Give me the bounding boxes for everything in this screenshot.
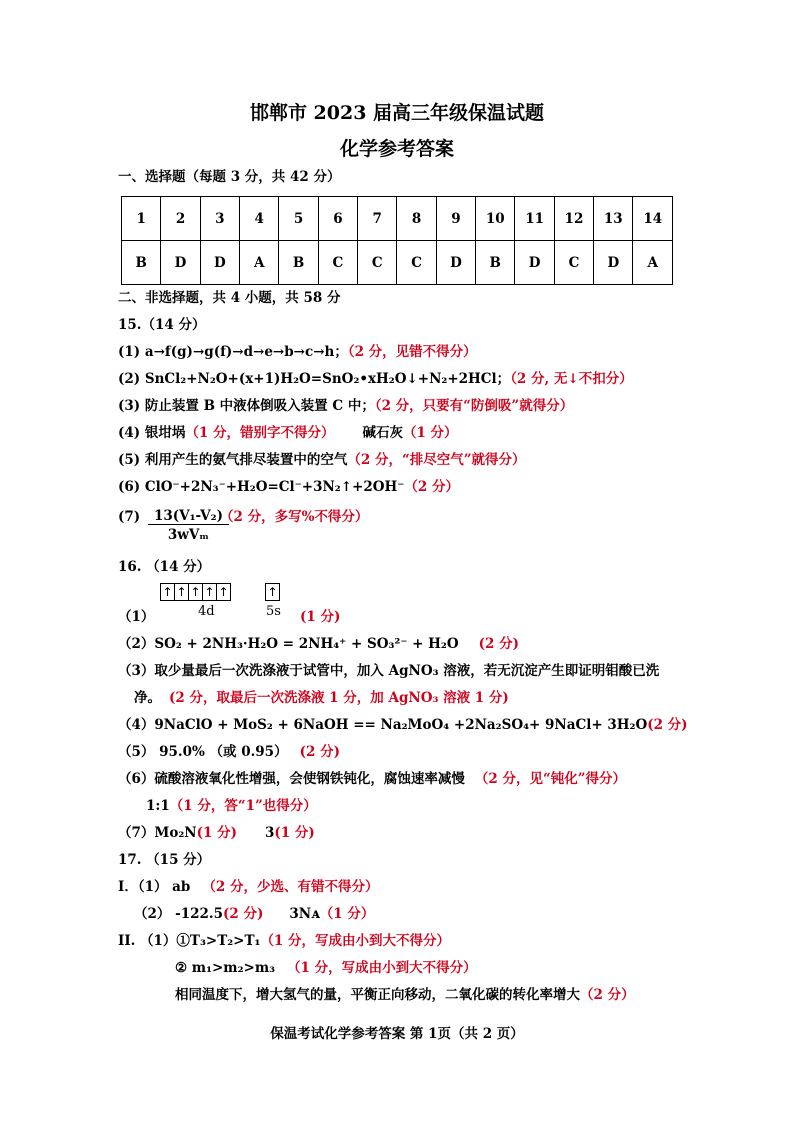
q15-4-score2: （1 分） bbox=[402, 425, 458, 441]
orbital-box: ↑ bbox=[265, 583, 280, 601]
answer-cell: C bbox=[358, 241, 397, 285]
question-number-cell: 2 bbox=[161, 197, 200, 241]
q15-heading: 15.（14 分） bbox=[118, 317, 206, 333]
question-number-cell: 10 bbox=[476, 197, 515, 241]
question-number-cell: 9 bbox=[436, 197, 475, 241]
q16-line7 bbox=[118, 824, 315, 842]
orbital-box: ↑ bbox=[202, 583, 217, 601]
answer-cell: C bbox=[397, 241, 436, 285]
q15-7-label: (7) bbox=[118, 509, 141, 525]
orbital-box: ↑ bbox=[216, 583, 231, 601]
answer-cell: D bbox=[200, 241, 239, 285]
q17-ii2 bbox=[175, 959, 477, 977]
answer-cell: B bbox=[122, 241, 161, 285]
answer-cell: C bbox=[318, 241, 357, 285]
answer-row bbox=[122, 241, 673, 285]
q15-line1 bbox=[118, 343, 477, 361]
q16-line6b bbox=[146, 797, 317, 815]
question-number-cell: 4 bbox=[240, 197, 279, 241]
q15-3-score: （2 分，只要有“防倒吸”就得分） bbox=[374, 398, 574, 414]
answer-cell: A bbox=[633, 241, 673, 285]
q16-7-text2: 3 bbox=[264, 825, 275, 841]
q16-6b-score: （1 分，答“1”也得分） bbox=[169, 798, 317, 814]
fraction-numerator: 13(V₁-V₂) bbox=[148, 508, 229, 525]
answer-cell: C bbox=[554, 241, 593, 285]
q17-heading: 17. （15 分） bbox=[118, 852, 211, 868]
q16-line4 bbox=[118, 716, 688, 734]
orbital-box: ↑ bbox=[174, 583, 189, 601]
q15-3-text: (3) 防止装置 B 中液体倒吸入装置 C 中； bbox=[118, 398, 375, 414]
q15-line3 bbox=[118, 397, 573, 415]
page-title: 邯郸市 2023 届高三年级保温试题 bbox=[249, 102, 545, 124]
q16-7-score: (1 分) bbox=[196, 825, 237, 841]
question-number-row bbox=[122, 197, 673, 241]
q15-2-text: (2) SnCl₂+N₂O+(x+1)H₂O=SnO₂•xH₂O↓+N₂+2HCl； bbox=[118, 371, 511, 387]
q16-line3 bbox=[118, 662, 659, 680]
section1-heading: 一、选择题（每题 3 分，共 42 分） bbox=[118, 169, 341, 185]
q17-i1-score: （2 分，少选、有错不得分） bbox=[202, 879, 379, 895]
q16-3-score: (2 分，取最后一次洗涤液 1 分，加 AgNO₃ 溶液 1 分) bbox=[169, 690, 509, 706]
page-footer: 保温考试化学参考答案 第 1页（共 2 页） bbox=[270, 1026, 524, 1042]
q17-i2 bbox=[134, 905, 374, 923]
answer-cell: A bbox=[240, 241, 279, 285]
page-subtitle: 化学参考答案 bbox=[339, 138, 454, 160]
answer-cell: B bbox=[279, 241, 318, 285]
q16-6-score: （2 分，见“钝化”得分） bbox=[474, 771, 627, 787]
q16-4-score: (2 分) bbox=[647, 717, 688, 733]
q15-line2 bbox=[118, 370, 633, 388]
q16-5-score: (2 分) bbox=[299, 744, 340, 760]
question-number-cell: 12 bbox=[554, 197, 593, 241]
q15-2-score: （2 分, 无↓不扣分） bbox=[510, 371, 633, 387]
q16-2-text: （2）SO₂ + 2NH₃·H₂O = 2NH₄⁺ + SO₃²⁻ + H₂O bbox=[118, 636, 459, 652]
q15-7-fraction bbox=[148, 508, 229, 543]
answer-cell: B bbox=[476, 241, 515, 285]
q17-i1-text: I．（1） ab bbox=[118, 879, 191, 895]
q17-ii2-score: （1 分，写成由小到大不得分） bbox=[287, 960, 477, 976]
question-number-cell: 7 bbox=[358, 197, 397, 241]
orbital-5s-box bbox=[266, 583, 280, 601]
q17-ii1-text: II. （1）①T₃>T₂>T₁ bbox=[118, 933, 261, 949]
question-number-cell: 14 bbox=[633, 197, 673, 241]
orbital-box: ↑ bbox=[188, 583, 203, 601]
answer-table bbox=[121, 196, 673, 285]
q16-1-score: (1 分) bbox=[300, 609, 341, 625]
q15-line5 bbox=[118, 451, 526, 469]
q16-heading: 16. （14 分） bbox=[118, 559, 211, 575]
q16-line5 bbox=[118, 743, 340, 761]
question-number-cell: 6 bbox=[318, 197, 357, 241]
q16-3-text: （3）取少量最后一次洗涤液于试管中，加入 AgNO₃ 溶液，若无沉淀产生即证明钼酸已洗 bbox=[118, 663, 660, 679]
question-number-cell: 11 bbox=[515, 197, 554, 241]
q16-line3b bbox=[134, 689, 509, 707]
q17-i2-text2: 3Nᴀ bbox=[289, 906, 320, 922]
question-number-cell: 5 bbox=[279, 197, 318, 241]
q16-6-text: （6）硫酸溶液氧化性增强，会使钢铁钝化，腐蚀速率减慢 bbox=[118, 771, 465, 787]
q15-5-text: (5) 利用产生的氨气排尽装置中的空气 bbox=[118, 452, 348, 468]
q15-4-score: （1 分，错别字不得分） bbox=[185, 425, 335, 441]
answer-cell: D bbox=[594, 241, 633, 285]
orbital-5s-label: 5s bbox=[266, 604, 281, 619]
q15-6-score: （2 分） bbox=[404, 479, 459, 495]
answer-cell: D bbox=[436, 241, 475, 285]
q16-5-text: （5） 95.0% （或 0.95） bbox=[118, 744, 288, 760]
q17-i2-score2: （1 分） bbox=[319, 906, 375, 922]
orbital-4d-boxes bbox=[161, 583, 231, 601]
q16-3b-text: 净。 bbox=[134, 690, 161, 706]
question-number-cell: 8 bbox=[397, 197, 436, 241]
q15-5-score: （2 分，“排尽空气”就得分） bbox=[347, 452, 526, 468]
q17-ii1-score: （1 分，写成由小到大不得分） bbox=[260, 933, 451, 949]
q16-6b-text: 1:1 bbox=[146, 798, 170, 814]
q16-4-text: （4）9NaClO + MoS₂ + 6NaOH == Na₂MoO₄ +2Na₂SO₄+ 9NaCl+ 3H₂O bbox=[118, 717, 648, 733]
q17-ii2-text: ② m₁>m₂>m₃ bbox=[175, 960, 276, 976]
q15-4-text2: 碱石灰 bbox=[362, 425, 403, 441]
q16-1-text: （1） bbox=[118, 609, 155, 625]
question-number-cell: 13 bbox=[594, 197, 633, 241]
fraction-denominator: 3wVₘ bbox=[167, 527, 210, 543]
orbital-4d-label: 4d bbox=[198, 604, 215, 619]
question-number-cell: 3 bbox=[200, 197, 239, 241]
q16-line6 bbox=[118, 770, 626, 788]
q16-7-text: （7）Mo₂N bbox=[118, 825, 197, 841]
q16-2-score: (2 分) bbox=[478, 636, 519, 652]
q15-4-text: (4) 银坩埚 bbox=[118, 425, 186, 441]
q17-ii1 bbox=[118, 932, 450, 950]
q17-i2-score: (2 分) bbox=[222, 906, 264, 922]
q16-7-score2: (1 分) bbox=[274, 825, 315, 841]
q17-ii3-text: 相同温度下，增大氢气的量，平衡正向移动，二氧化碳的转化率增大 bbox=[175, 987, 580, 1003]
q15-line6 bbox=[118, 478, 459, 496]
answer-cell: D bbox=[161, 241, 200, 285]
q15-1-score: （2 分，见错不得分） bbox=[347, 344, 477, 360]
q15-line4 bbox=[118, 424, 458, 442]
q16-line1 bbox=[118, 608, 154, 626]
q17-i1 bbox=[118, 878, 378, 896]
orbital-box: ↑ bbox=[160, 583, 175, 601]
q17-ii3 bbox=[175, 986, 635, 1004]
answer-cell: D bbox=[515, 241, 554, 285]
q16-line2 bbox=[118, 635, 519, 653]
q15-6-text: (6) ClO⁻+2N₃⁻+H₂O=Cl⁻+3N₂↑+2OH⁻ bbox=[118, 479, 405, 495]
section2-heading: 二、非选择题，共 4 小题，共 58 分 bbox=[118, 290, 341, 306]
q15-1-text: (1) a→f(g)→g(f)→d→e→b→c→h； bbox=[118, 344, 348, 360]
q17-ii3-score: （2 分） bbox=[580, 987, 635, 1003]
q15-7-score: （2 分，多写%不得分） bbox=[220, 509, 369, 525]
question-number-cell: 1 bbox=[122, 197, 161, 241]
q17-i2-text: （2） -122.5 bbox=[134, 906, 223, 922]
